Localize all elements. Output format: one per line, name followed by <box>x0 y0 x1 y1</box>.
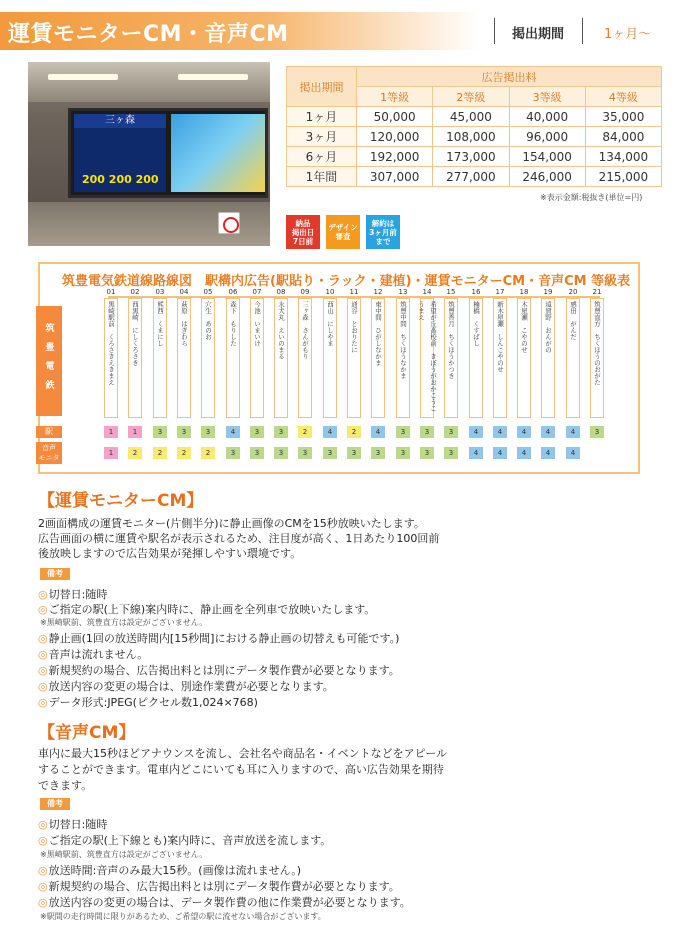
station-name-box <box>274 298 288 418</box>
voice-biko-label: 備考 <box>40 798 70 810</box>
station-name-box <box>590 298 604 418</box>
station-name: 楠橋 くすばし <box>472 301 480 347</box>
station-name-box <box>541 298 555 418</box>
header-divider <box>494 18 495 44</box>
route-cm-label <box>36 442 62 472</box>
fare-screen-fares: 200 200 200 <box>82 173 159 186</box>
fee-cell: 45,000 <box>433 107 509 127</box>
period-label: 掲出期間 <box>512 27 565 42</box>
station-name: 西黒崎 にしくろさき <box>131 301 139 366</box>
grade-header: 3等級 <box>509 87 585 107</box>
monitor-item: ◎ 静止画(1回の放送時間内[15秒間]における静止画の切替えも可能です。) <box>38 630 399 646</box>
station-name-box <box>396 298 410 418</box>
grade-header: 4等級 <box>585 87 661 107</box>
station-name: 森下 もりした <box>229 301 237 347</box>
station-name: 三ヶ森 さんがもり <box>301 301 309 360</box>
station-grade: 4 <box>469 426 483 438</box>
fee-cell: 307,000 <box>357 167 433 187</box>
monitor-item: ◎ 切替日:随時 <box>38 586 107 602</box>
badge-cancellation <box>366 215 400 249</box>
fee-cell: 108,000 <box>433 127 509 147</box>
fee-cell: 40,000 <box>509 107 585 127</box>
fee-cell: 120,000 <box>357 127 433 147</box>
station-grade: 3 <box>420 426 434 438</box>
cm-grade: 3 <box>420 447 434 459</box>
station-name-box <box>298 298 312 418</box>
ceiling-light <box>178 74 248 80</box>
fare-monitor <box>68 108 268 198</box>
voice-cm-title: 【音声CM】 <box>38 723 136 743</box>
station-name: 黒崎駅前 くろさきえきまえ <box>107 301 115 386</box>
fee-cell: 35,000 <box>585 107 661 127</box>
fee-cell: 154,000 <box>509 147 585 167</box>
station-grade: 1 <box>128 426 142 438</box>
row-label: 1年間 <box>287 167 357 187</box>
route-cm-label-1: 音声 <box>42 444 56 452</box>
voice-item: ◎ ご指定の駅(上下線とも)案内時に、音声放送を流します。 <box>38 832 331 848</box>
badge-line: 審査 <box>335 232 351 241</box>
station-number: 18 <box>519 288 529 296</box>
grade-header: 2等級 <box>433 87 509 107</box>
table-row <box>287 167 662 187</box>
station-grade: 3 <box>590 426 604 438</box>
voice-desc-line: することができます。電車内どこにいても耳に入りますので、高い広告効果を期待 <box>38 763 444 776</box>
badge-line: 7日前 <box>292 237 314 246</box>
station-name-box <box>566 298 580 418</box>
header-divider <box>582 18 583 44</box>
badge-line: 3ヶ月前 <box>369 228 397 237</box>
badge-line: まで <box>375 237 391 246</box>
table-row <box>287 147 662 167</box>
station-number: 05 <box>203 288 213 296</box>
station-name: 今池 いまいけ <box>253 301 261 347</box>
table-row <box>287 127 662 147</box>
cm-grade: 3 <box>298 447 312 459</box>
voice-item: ◎ 新規契約の場合、広告掲出料とは別にデータ製作費が必要となります。 <box>38 878 400 894</box>
badge-line: 解約は <box>371 219 395 228</box>
station-name-box <box>128 298 142 418</box>
station-grade: 4 <box>541 426 555 438</box>
station-name: 通谷 とおりたに <box>350 301 358 353</box>
station-grade: 4 <box>566 426 580 438</box>
station-grade: 4 <box>226 426 240 438</box>
station-number: 04 <box>179 288 189 296</box>
cm-grade: 3 <box>444 447 458 459</box>
station-grade: 2 <box>347 426 361 438</box>
station-name: 希望が丘高校前 きぼうがおかこうこうまえ <box>417 301 437 412</box>
monitor-item: ◎ データ形式:JPEG(ピクセル数1,024×768) <box>38 694 258 710</box>
cm-grade: 4 <box>517 447 531 459</box>
route-line-label <box>36 306 62 416</box>
row-label: 1ヶ月 <box>287 107 357 127</box>
station-name: 新木屋瀬 しんこやのせ <box>496 301 504 373</box>
station-grade: 3 <box>153 426 167 438</box>
voice-desc-line: 車内に最大15秒ほどアナウンスを流し、会社名や商品名・イベントなどをアピール <box>38 747 448 760</box>
station-name: 筑豊香月 ちくほうかつき <box>447 301 455 379</box>
voice-item: ◎ 放送時間:音声のみ最大15秒。(画像は流れません。) <box>38 862 301 878</box>
station-name-box <box>201 298 215 418</box>
station-grade: 4 <box>323 426 337 438</box>
cm-grade: 2 <box>201 447 215 459</box>
voice-note: ※駅間の走行時間に限りがあるため、ご希望の駅に流せない場合がございます。 <box>40 912 326 921</box>
page-title: 運賃モニターCM・音声CM <box>8 22 289 47</box>
station-number: 02 <box>130 288 140 296</box>
fare-screen-station: 三ヶ森 <box>74 114 166 128</box>
station-grade: 3 <box>250 426 264 438</box>
station-grade: 2 <box>298 426 312 438</box>
fee-table <box>286 66 662 187</box>
monitor-item: ◎ 新規契約の場合、広告掲出料とは別にデータ製作費が必要となります。 <box>38 662 400 678</box>
monitor-cm-title: 【運賃モニターCM】 <box>38 491 204 511</box>
station-name-box <box>153 298 167 418</box>
station-name: 永犬丸 えいのまる <box>277 301 285 360</box>
cm-grade: 3 <box>226 447 240 459</box>
cm-grade: 2 <box>177 447 191 459</box>
cm-grade: 3 <box>323 447 337 459</box>
station-grade: 4 <box>493 426 507 438</box>
ceiling-light <box>48 74 118 80</box>
cm-grade: 4 <box>493 447 507 459</box>
badge-design-review <box>326 215 360 249</box>
cm-grade: 1 <box>104 447 118 459</box>
station-grade: 4 <box>517 426 531 438</box>
station-name-box <box>444 298 458 418</box>
cm-grade: 4 <box>566 447 580 459</box>
cm-grade: 2 <box>153 447 167 459</box>
cm-grade: 2 <box>128 447 142 459</box>
fee-table-period-header: 掲出期間 <box>287 67 357 107</box>
station-name: 熊西 くまにし <box>156 301 164 347</box>
voice-item: ◎ 放送内容の変更の場合は、データ製作費の他に作業費が必要となります。 <box>38 894 411 910</box>
cm-grade: 3 <box>274 447 288 459</box>
fee-cell: 173,000 <box>433 147 509 167</box>
monitor-desc-line: 広告画面の横に運賃や駅名が表示されるため、注目度が高く、1日あたり100回前 <box>38 532 440 545</box>
station-number: 19 <box>543 288 553 296</box>
monitor-desc-line: 2画面構成の運賃モニター(片側半分)に静止画像のCMを15秒放映いたします。 <box>38 517 425 530</box>
station-number: 07 <box>252 288 262 296</box>
station-name-box <box>177 298 191 418</box>
station-name: 西山 にしやま <box>326 301 334 347</box>
monitor-photo <box>28 62 270 246</box>
cm-grade: 4 <box>469 447 483 459</box>
voice-note: ※黒崎駅前、筑豊直方は設定がございません。 <box>40 850 208 859</box>
fee-note: ※表示金額:税抜き(単位=円) <box>540 193 643 202</box>
row-label: 3ヶ月 <box>287 127 357 147</box>
cm-grade: 3 <box>396 447 410 459</box>
station-grade: 3 <box>177 426 191 438</box>
badge-line: 納品 <box>295 219 311 228</box>
station-number: 21 <box>592 288 602 296</box>
station-name-box <box>371 298 385 418</box>
station-name-box <box>417 298 437 418</box>
route-title: 筑豊電気鉄道線路線図 駅構内広告(駅貼り・ラック・建植)・運賃モニターCM・音声CM 等級表 <box>62 274 631 289</box>
monitor-desc-line: 後放映しますので広告効果が発揮しやすい環境です。 <box>38 547 302 560</box>
period-value: 1ヶ月～ <box>604 27 652 42</box>
station-grade: 3 <box>274 426 288 438</box>
voice-item: ◎ 切替日:随時 <box>38 816 107 832</box>
row-label: 6ヶ月 <box>287 147 357 167</box>
ad-screen <box>171 114 265 192</box>
photo-ceiling <box>28 62 270 102</box>
fare-screen <box>74 114 166 192</box>
monitor-item: ◎ ご指定の駅(上下線)案内時に、静止画を全列車で放映いたします。 <box>38 601 375 617</box>
station-grade: 3 <box>396 426 410 438</box>
no-smoking-icon <box>218 212 240 234</box>
station-number: 14 <box>422 288 432 296</box>
station-number: 13 <box>398 288 408 296</box>
station-name-box <box>517 298 531 418</box>
station-grade: 1 <box>104 426 118 438</box>
station-number: 10 <box>325 288 335 296</box>
cm-grade: 3 <box>371 447 385 459</box>
station-number: 01 <box>106 288 116 296</box>
station-name: 穴生 あのお <box>204 301 212 340</box>
station-number: 08 <box>276 288 286 296</box>
station-number: 16 <box>471 288 481 296</box>
station-number: 12 <box>373 288 383 296</box>
station-name-box <box>493 298 507 418</box>
table-row <box>287 107 662 127</box>
station-name-box <box>104 298 118 418</box>
route-eki-label: 駅 <box>36 426 62 438</box>
station-name-box <box>323 298 337 418</box>
fee-cell: 96,000 <box>509 127 585 147</box>
page-header <box>0 12 680 50</box>
voice-desc-line: できます。 <box>38 779 93 792</box>
cm-grade: 3 <box>250 447 264 459</box>
badge-line: デザイン <box>328 223 358 232</box>
station-grade: 3 <box>201 426 215 438</box>
fee-cell: 246,000 <box>509 167 585 187</box>
fee-cell: 215,000 <box>585 167 661 187</box>
station-number: 09 <box>300 288 310 296</box>
badge-line: 掲出日 <box>291 228 315 237</box>
station-grade: 4 <box>371 426 385 438</box>
fee-cell: 192,000 <box>357 147 433 167</box>
cm-grade: 4 <box>541 447 555 459</box>
station-name-box <box>347 298 361 418</box>
station-number: 03 <box>155 288 165 296</box>
cm-grade: 3 <box>347 447 361 459</box>
station-name: 感田 がんだ <box>569 301 577 340</box>
monitor-item: ◎ 音声は流れません。 <box>38 646 148 662</box>
station-number: 15 <box>446 288 456 296</box>
station-name: 筑豊中間 ちくほうなかま <box>399 301 407 379</box>
route-cm-label-2: モニター <box>38 454 60 472</box>
station-number: 11 <box>349 288 359 296</box>
station-name: 木屋瀬 こやのせ <box>520 301 528 353</box>
station-name: 遠賀野 おんがの <box>544 301 552 353</box>
station-name: 萩原 はぎわら <box>180 301 188 347</box>
route-line-name: 筑豊電鉄 <box>43 323 54 399</box>
station-name-box <box>469 298 483 418</box>
fee-cell: 84,000 <box>585 127 661 147</box>
station-name-box <box>250 298 264 418</box>
station-number: 20 <box>568 288 578 296</box>
station-name: 筑豊直方 ちくほうのおがた <box>593 301 601 386</box>
monitor-item: ◎ 放送内容の変更の場合は、別途作業費が必要となります。 <box>38 678 334 694</box>
station-name: 東中間 ひがしなかま <box>374 301 382 366</box>
station-number: 06 <box>228 288 238 296</box>
fee-table-fee-header: 広告掲出料 <box>357 67 662 87</box>
fee-cell: 50,000 <box>357 107 433 127</box>
station-grade: 3 <box>444 426 458 438</box>
monitor-note: ※黒崎駅前、筑豊直方は設定がございません。 <box>40 618 208 627</box>
station-number: 17 <box>495 288 505 296</box>
grade-header: 1等級 <box>357 87 433 107</box>
monitor-biko-label: 備考 <box>40 568 70 580</box>
station-name-box <box>226 298 240 418</box>
badge-delivery <box>286 215 320 249</box>
fee-cell: 134,000 <box>585 147 661 167</box>
fee-cell: 277,000 <box>433 167 509 187</box>
